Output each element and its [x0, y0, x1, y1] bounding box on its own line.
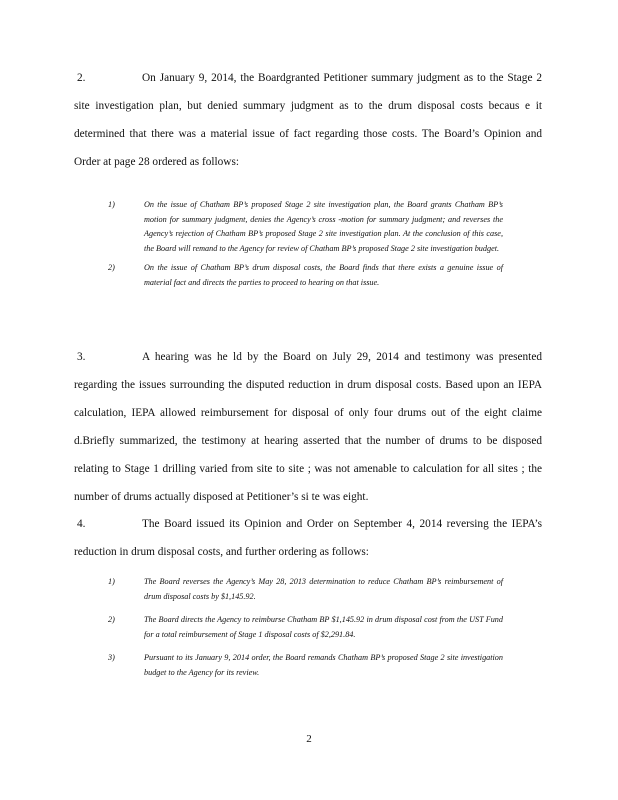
list-item-text: The Board reverses the Agency’s May 28, 2013 determination to reduce Chatham BP’s reimbursement of drum disposal costs by $1,145.92.: [144, 577, 503, 601]
list-item: [108, 651, 503, 680]
paragraph-text: On January 9, 2014, the Boardgranted Petitioner summary judgment as to the Stage 2 site investigation plan, but denied summary judgment as to the drum disposal costs becaus e it determined that there was a material issue of fact regarding those costs. The Board’s Opinion and Order at page 28 ordered as follows:: [74, 72, 542, 168]
list-item-text: Pursuant to its January 9, 2014 order, the Board remands Chatham BP’s proposed Stage 2 site investigation budget to the Agency for its review.: [144, 653, 503, 677]
list-item: [108, 198, 503, 256]
paragraph-2: [74, 64, 542, 176]
list-marker: 1): [108, 577, 115, 586]
list-item: [108, 261, 503, 290]
list-marker: 2): [108, 615, 115, 625]
list-marker: 1): [108, 200, 115, 209]
order-list-1: [108, 198, 503, 291]
paragraph-number: 2.: [77, 72, 86, 84]
list-marker: 2): [108, 263, 115, 273]
paragraph-number: 3.: [77, 351, 86, 363]
paragraph-3: [74, 343, 542, 511]
list-item: [108, 613, 503, 642]
paragraph-text: A hearing was he ld by the Board on July 29, 2014 and testimony was presented regarding the issues surrounding the disputed reduction in drum disposal costs. Based upon an IEPA calculation, IEPA allowed reimbursement for disposal of only four drums out of the eight claime d.Briefly summarized, the testimony at hearing asserted that the number of drums to be disposed relating to Stage 1 drilling varied from site to site ; was not amenable to calculation for all sites ; the number of drums actually disposed at Petitioner’s si te was eight.: [74, 351, 542, 503]
list-item-text: The Board directs the Agency to reimburse Chatham BP $1,145.92 in drum disposal cost from the UST Fund for a total reimbursement of Stage 1 disposal costs of $2,291.84.: [144, 615, 503, 639]
page-number: 2: [306, 733, 312, 745]
list-item-text: On the issue of Chatham BP’s drum disposal costs, the Board finds that there exists a genuine issue of material fact and directs the parties to proceed to hearing on that issue.: [144, 263, 503, 287]
list-item: [108, 575, 503, 604]
list-marker: 3): [108, 653, 115, 663]
list-item-text: On the issue of Chatham BP’s proposed Stage 2 site investigation plan, the Board grants Chatham BP’s motion for summary judgment, denies the Agency’s cross -motion for summary judgment; and reverses the Agency’s rejection of Chatham BP’s proposed Stage 2 site investigation plan. At the conclusion of this case, the Board will remand to the Agency for review of Chatham BP’s proposed Stage 2 site investigation budget.: [144, 200, 503, 253]
paragraph-text: The Board issued its Opinion and Order on September 4, 2014 reversing the IEPA’s reduction in drum disposal costs, and further ordering as follows:: [74, 518, 542, 558]
order-list-2: [108, 575, 503, 681]
paragraph-4: [74, 510, 542, 566]
paragraph-number: 4.: [77, 518, 86, 530]
